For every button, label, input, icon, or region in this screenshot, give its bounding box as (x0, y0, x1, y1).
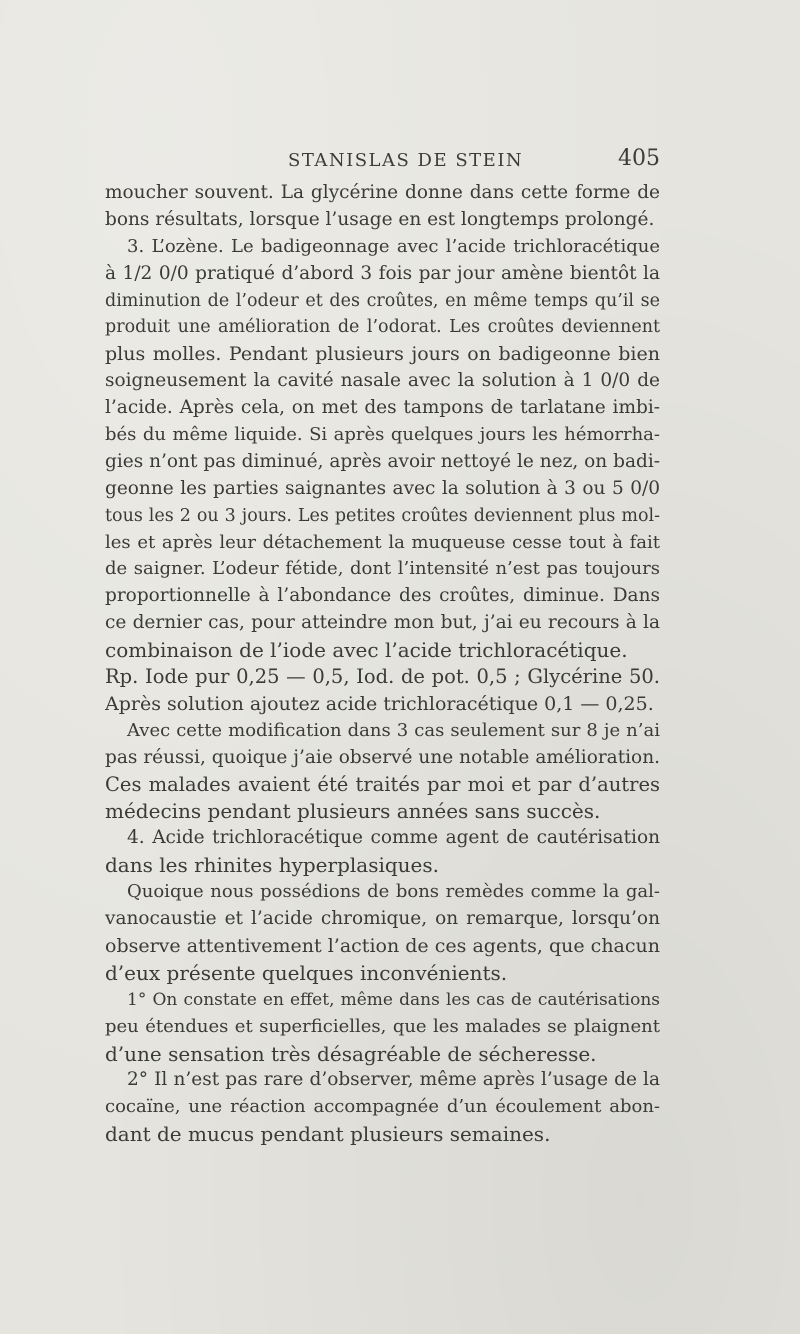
text-line: dant de mucus pendant plusieurs semaines. (105, 1122, 551, 1147)
text-line: produit une amélioration de l’odorat. Les croûtes deviennent (105, 317, 660, 338)
text-line: plus molles. Pendant plusieurs jours on badigeonne bien (105, 343, 660, 366)
text-line: geonne les parties saignantes avec la solution à 3 ou 5 0/0 (105, 477, 660, 499)
page-header (105, 146, 660, 178)
text-line: diminution de l’odeur et des croûtes, en même temps qu’il se (105, 290, 660, 311)
text-line: Quoique nous possédions de bons remèdes comme la gal- (127, 881, 660, 903)
text-line: 2° Il n’est pas rare d’observer, même après l’usage de la (127, 1069, 660, 1091)
text-line: les et après leur détachement la muqueuse cesse tout à fait (105, 531, 660, 553)
text-line: 4. Acide trichloracétique comme agent de cautérisation (127, 827, 660, 849)
text-line: 3. L’ozène. Le badigeonnage avec l’acide trichloracétique (127, 235, 660, 257)
text-line: à 1/2 0/0 pratiqué d’abord 3 fois par jour amène bientôt la (105, 262, 660, 284)
text-line: Rp. Iode pur 0,25 — 0,5, Iod. de pot. 0,5 ; Glycérine 50. (105, 665, 660, 689)
running-head: STANISLAS DE STEIN (288, 150, 524, 171)
text-line: Ces malades avaient été traités par moi et par d’autres (105, 772, 660, 796)
text-line: 1° On constate en effet, même dans les cas de cautérisations (127, 989, 660, 1010)
text-line: observe attentivement l’action de ces agents, que chacun (105, 934, 660, 957)
text-line: médecins pendant plusieurs années sans succès. (105, 799, 601, 824)
text-line: gies n’ont pas diminué, après avoir nettoyé le nez, on badi- (105, 450, 660, 472)
text-line: l’acide. Après cela, on met des tampons de tarlatane imbi- (105, 397, 660, 419)
text-line: proportionnelle à l’abondance des croûtes, diminue. Dans (105, 585, 660, 607)
text-line: peu étendues et superficielles, que les malades se plaignent (105, 1015, 660, 1037)
text-line: bés du même liquide. Si après quelques jours les hémorrha- (105, 424, 660, 446)
text-line: cocaïne, une réaction accompagnée d’un écoulement abon- (105, 1096, 660, 1118)
page-number: 405 (618, 146, 660, 171)
text-line: soigneusement la cavité nasale avec la solution à 1 0/0 de (105, 370, 660, 392)
text-line: Après solution ajoutez acide trichloracétique 0,1 — 0,25. (105, 692, 654, 715)
text-line: pas réussi, quoique j’aie observé une notable amélioration. (105, 746, 660, 768)
text-line: combinaison de l’iode avec l’acide trichloracétique. (105, 638, 628, 663)
text-line: bons résultats, lorsque l’usage en est longtemps prolongé. (105, 208, 655, 230)
text-line: de saigner. L’odeur fétide, dont l’intensité n’est pas toujours (105, 558, 660, 580)
body-text (105, 180, 660, 1148)
text-line: d’eux présente quelques inconvénients. (105, 960, 508, 985)
text-line: moucher souvent. La glycérine donne dans cette forme de (105, 182, 660, 203)
text-line: dans les rhinites hyperplasiques. (105, 853, 439, 878)
text-line: tous les 2 ou 3 jours. Les petites croûtes deviennent plus mol- (105, 505, 660, 526)
text-line: ce dernier cas, pour atteindre mon but, j’ai eu recours à la (105, 612, 660, 634)
text-line: Avec cette modification dans 3 cas seulement sur 8 je n’ai (127, 719, 660, 741)
text-line: d’une sensation très désagréable de sécheresse. (105, 1041, 597, 1066)
text-line: vanocaustie et l’acide chromique, on remarque, lorsqu’on (105, 908, 660, 930)
